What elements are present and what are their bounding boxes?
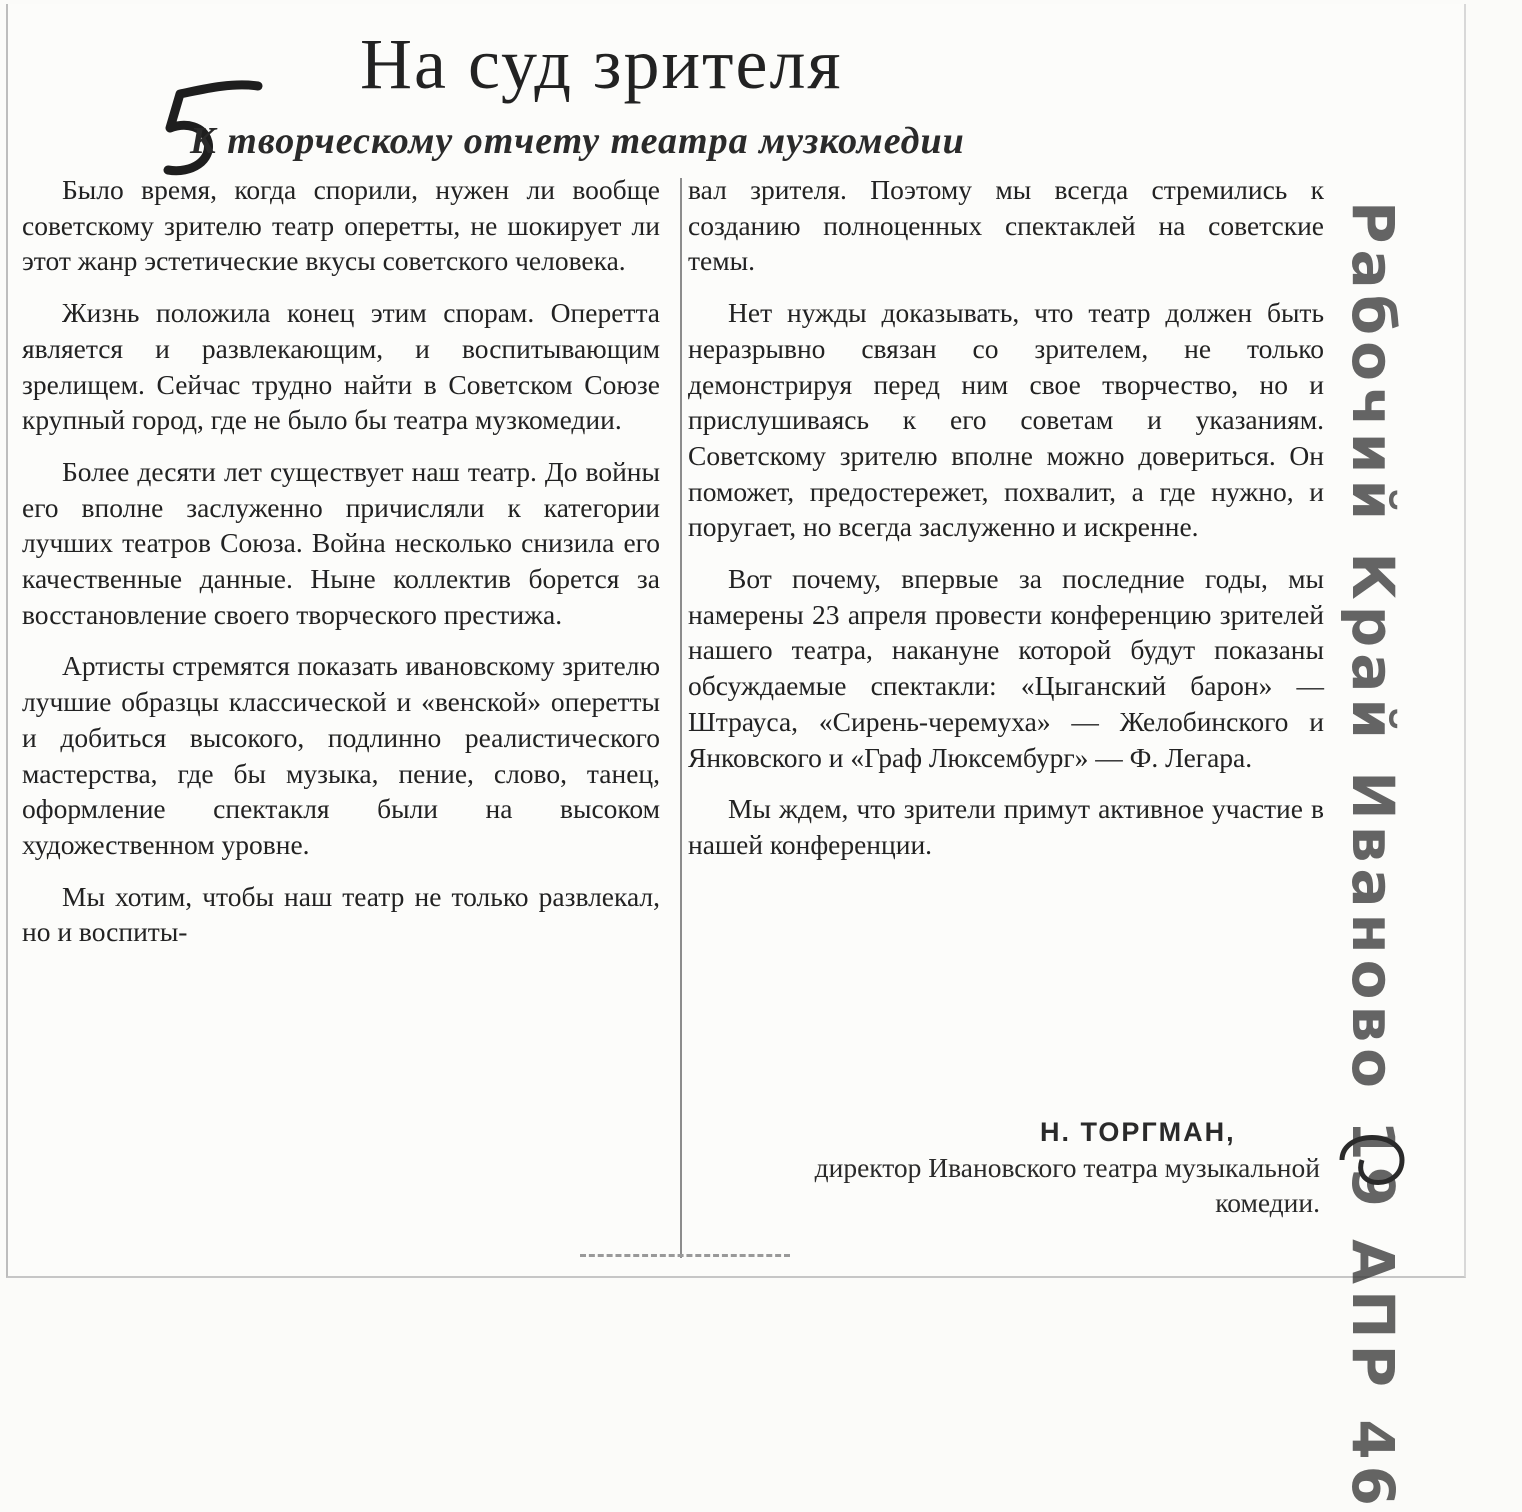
author-title: директор Ивановского театра музыкальной комедии.: [814, 1152, 1320, 1218]
left-column: [22, 172, 660, 950]
paragraph: вал зрителя. Поэтому мы всегда стремились к созданию полноценных спектаклей на советские темы.: [688, 174, 1324, 277]
stamp-flourish: [1332, 1120, 1412, 1200]
paragraph: Нет нужды доказывать, что театр должен быть неразрывно связан со зрителем, не только демонстрируя перед ним свое творчество, но и прислушиваясь к его советам и указаниям. Советскому зрителю вполне можно довериться. Он поможет, предостережет, похвалит, а где нужно, и поругает, но всегда заслуженно и искренне.: [688, 297, 1324, 543]
paragraph: Вот почему, впервые за последние годы, мы намерены 23 апреля провести конференцию зрителей нашего театра, накануне которой будут показаны обсуждаемые спектакли: «Цыганский барон» — Штрауса, «Сирень-черемуха» — Желобинского и Янковского и «Граф Люксембург» — Ф. Легара.: [688, 563, 1324, 773]
column-divider: [680, 178, 682, 1258]
right-column: [688, 172, 1324, 863]
paragraph: Мы ждем, что зрители примут активное участие в нашей конференции.: [688, 793, 1324, 860]
article-headline: На суд зрителя: [360, 24, 843, 104]
article-subhead: К творческому отчету театра музкомедии: [190, 120, 965, 162]
bottom-rule: [580, 1254, 790, 1257]
paragraph: Жизнь положила конец этим спорам. Оперетта является и развлекающим, и воспитывающим зрелищем. Сейчас трудно найти в Советском Союзе крупный город, где не было бы театра музкомедии.: [22, 297, 660, 436]
paragraph: Было время, когда спорили, нужен ли вообще советскому зрителю театр оперетты, не шокирует ли этот жанр эстетические вкусы советского человека.: [22, 174, 660, 277]
paragraph: Мы хотим, чтобы наш театр не только развлекал, но и воспиты-: [22, 880, 660, 948]
archive-stamp: Рабочий Край Иваново 19 АПР 46: [1339, 201, 1407, 1512]
paragraph: Более десяти лет существует наш театр. До войны его вполне заслуженно причисляли к категории лучших театров Союза. Война несколько снизила его качественные данные. Ныне коллектив борется за восстановление своего творческого престижа.: [22, 455, 660, 630]
author-name: Н. ТОРГМАН,: [1040, 1117, 1236, 1147]
paragraph: Артисты стремятся показать ивановскому зрителю лучшие образцы классической и «венской» оперетты и добиться высокого, подлинно реалистического мастерства, где бы музыка, пение, слово, танец, оформление спектакля были на высоком художественном уровне.: [22, 650, 660, 860]
